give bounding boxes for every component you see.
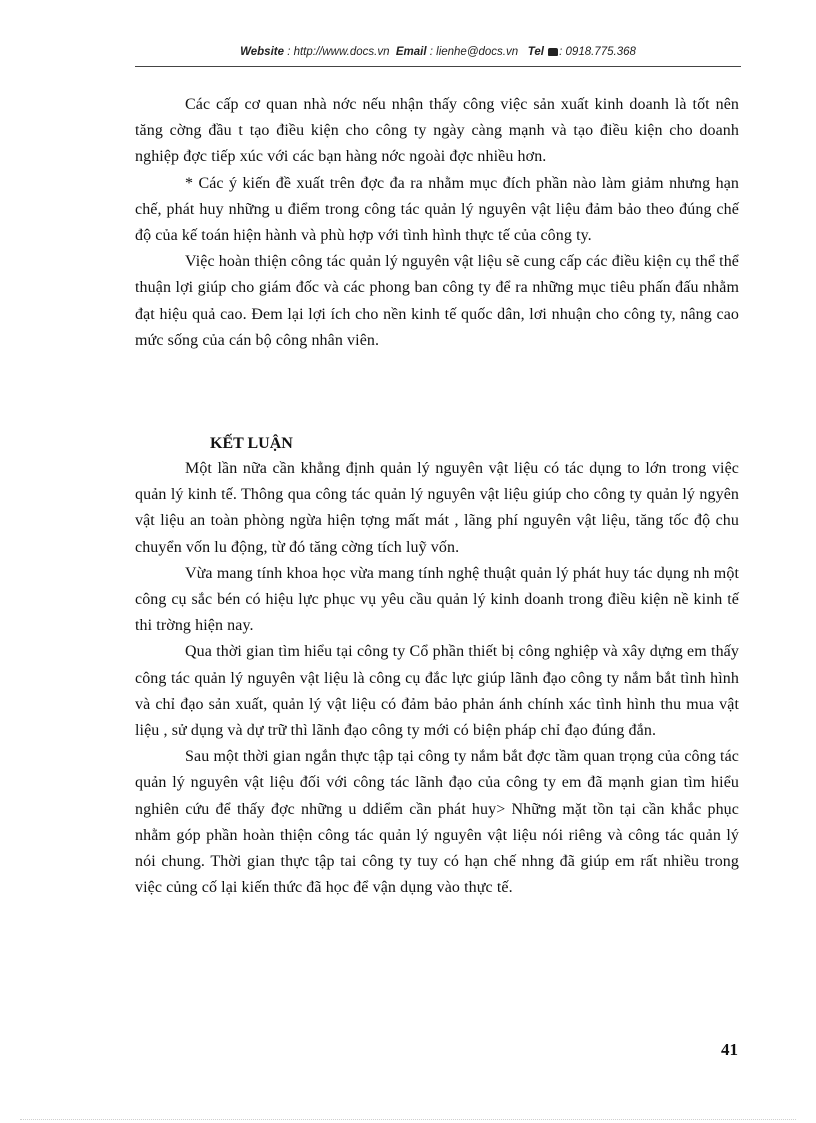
paragraph: Việc hoàn thiện công tác quản lý nguyên vật liệu sẽ cung cấp các điều kiện cụ thể thể thuận lợi giúp cho giám đốc và các phong ban công ty để ra những mục tiêu phấn đấu nhằm đạt hiệu quả cao. Đem lại lợi ích cho nền kinh tế quốc dân, lơi nhuận cho công ty, nâng cao mức sống của cán bộ công nhân viên. <box>135 253 739 349</box>
paragraph: Các cấp cơ quan nhà nớc nếu nhận thấy công việc sản xuất kinh doanh là tốt nên tăng cờng đầu t tạo điều kiện cho công ty ngày càng mạnh và tạo điều kiện cho doanh nghiệp đợc tiếp xúc với các bạn hàng nớc ngoài đợc nhiều hơn. <box>135 96 739 166</box>
conclusion-heading: KẾT LUẬN <box>210 435 293 453</box>
paragraph: Một lần nữa cần khẳng định quản lý nguyên vật liệu có tác dụng to lớn trong việc quản lý kinh tế. Thông qua công tác quản lý nguyên vật liệu giúp cho công ty quản lý ngyên vật liệu an toàn phòng ngừa hiện tợng mất mát , lãng phí nguyên vật liệu, tăng tốc độ chu chuyển vốn lu động, từ đó tăng cờng tích luỹ vốn. <box>135 460 739 556</box>
header-rule <box>135 66 741 67</box>
paragraph: Vừa mang tính khoa học vừa mang tính nghệ thuật quản lý phát huy tác dụng nh một công cụ sắc bén có hiệu lực phục vụ yêu cầu quản lý kinh doanh trong điều kiện nề kinh tế thi trờng hiện nay. <box>135 564 739 635</box>
paragraph: Qua thời gian tìm hiểu tại công ty Cổ phần thiết bị công nghiệp và xây dựng em thấy công tác quản lý nguyên vật liệu là công cụ đắc lực giúp lãnh đạo công ty nắm bắt tình hình và chỉ đạo sản xuất, quản lý vật liệu có đảm bảo phản ánh chính xác tình hình thu mua vật liệu , sử dụng và dự trữ thì lãnh đạo công ty mới có biện pháp chỉ đạo đúng đắn. <box>135 643 739 740</box>
page-number: 41 <box>721 1040 738 1059</box>
telephone-icon <box>548 48 558 56</box>
bottom-dotted-rule <box>20 1119 796 1120</box>
website-label: Website <box>240 46 284 58</box>
document-body <box>135 92 739 901</box>
email-value[interactable]: : lienhe@docs.vn <box>429 46 519 58</box>
tel-value: : 0918.775.368 <box>559 46 636 58</box>
page-header <box>135 46 741 66</box>
website-value[interactable]: : http://www.docs.vn <box>287 46 390 58</box>
section-gap <box>135 354 739 432</box>
paragraph: Sau một thời gian ngắn thực tập tại công ty nắm bắt đợc tầm quan trọng của công tác quản lý nguyên vật liệu đối với công tác lãnh đạo của công ty em đã mạnh gian tìm hiểu nghiên cứu để thấy đợc những u ddiểm cần phát huy> Những mặt tồn tại cần khắc phục nhằm góp phần hoàn thiện công tác quản lý nguyên vật liệu nói riêng và công tác quản lý nói chung. Thời gian thực tập tai công ty tuy có hạn chế nhng đã giúp em rất nhiều trong việc củng cố lại kiến thức đã học để vận dụng vào thực tế. <box>135 748 739 897</box>
paragraph: * Các ý kiến đề xuất trên đợc đa ra nhằm mục đích phần nào làm giảm nhưng hạn chế, phát huy những u điểm trong công tác quản lý nguyên vật liệu đảm bảo theo đúng chế độ của kế toán hiện hành và phù hợp với tình hình thực tế của công ty. <box>135 174 739 245</box>
tel-label: Tel <box>527 46 544 58</box>
email-label: Email <box>395 46 427 58</box>
